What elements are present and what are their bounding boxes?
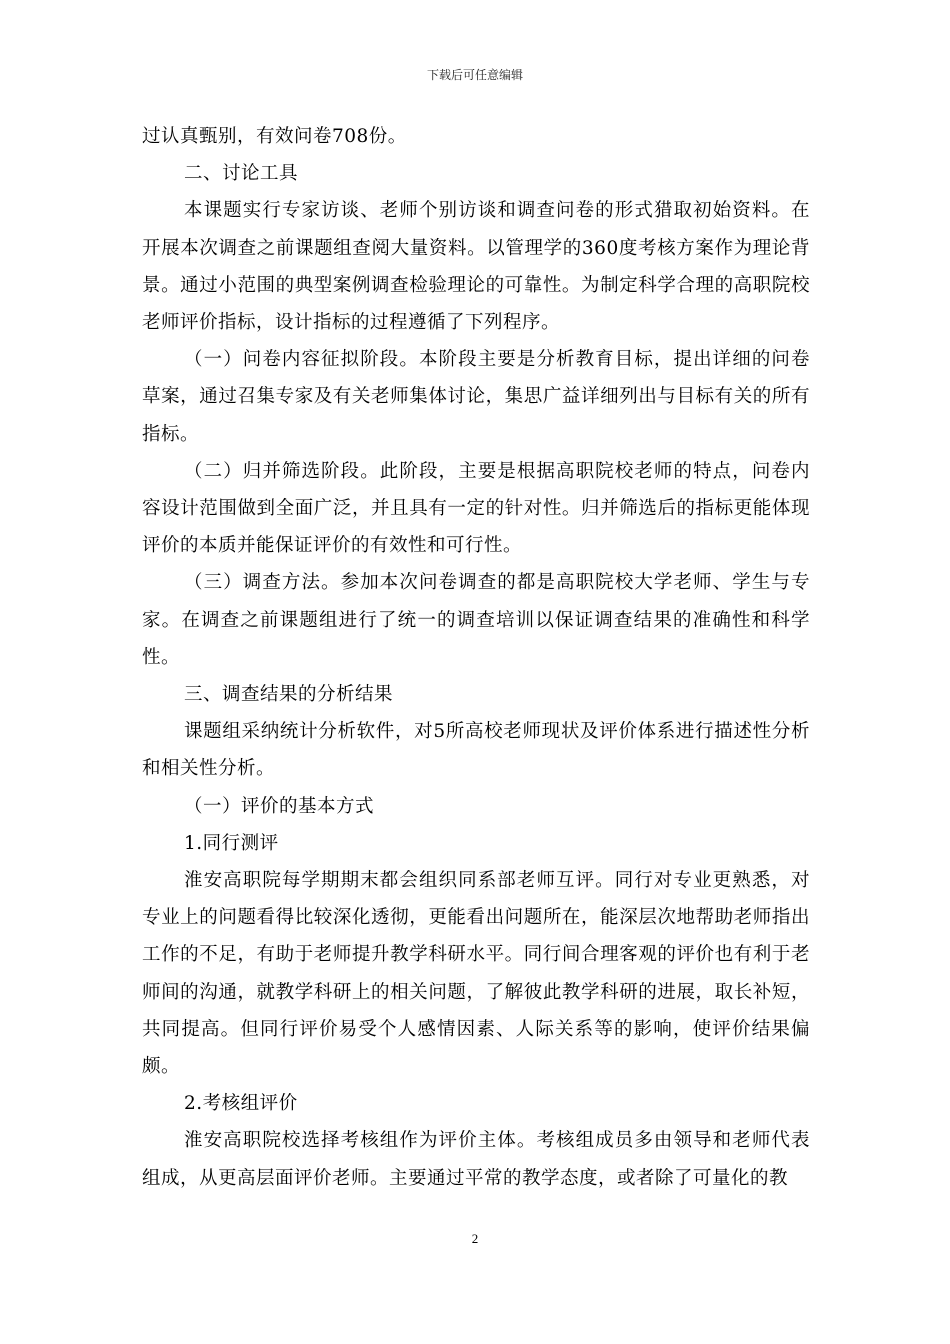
page-number: 2 bbox=[471, 1231, 479, 1246]
subsection-heading: 2.考核组评价 bbox=[184, 1093, 298, 1115]
paragraph: （一）问卷内容征拟阶段。本阶段主要是分析教育目标，提出详细的问卷草案，通过召集专家及有关老师集体讨论，集思广益详细列出与目标有关的所有指标。 bbox=[142, 349, 810, 445]
paragraph: （二）归并筛选阶段。此阶段，主要是根据高职院校老师的特点，问卷内容设计范围做到全面广泛，并且具有一定的针对性。归并筛选后的指标更能体现评价的本质并能保证评价的有效性和可行性。 bbox=[142, 460, 810, 557]
paragraph: 过认真甄别，有效问卷708份。 bbox=[142, 126, 407, 147]
section-heading: 三、调查结果的分析结果 bbox=[184, 684, 394, 706]
paragraph: （三）调查方法。参加本次问卷调查的都是高职院校大学老师、学生与专家。在调查之前课题组进行了统一的调查培训以保证调查结果的准确性和科学性。 bbox=[142, 572, 810, 668]
paragraph: 课题组采纳统计分析软件，对5所高校老师现状及评价体系进行描述性分析和相关性分析。 bbox=[142, 721, 810, 780]
paragraph: 淮安高职院校选择考核组作为评价主体。考核组成员多由领导和老师代表组成，从更高层面评价老师。主要通过平常的教学态度，或者除了可量化的教 bbox=[142, 1130, 810, 1189]
subsection-heading: 1.同行测评 bbox=[184, 832, 279, 854]
section-heading: 二、讨论工具 bbox=[184, 163, 299, 185]
page-header: 下载后可任意编辑 bbox=[426, 68, 523, 82]
document-body bbox=[142, 118, 810, 1197]
paragraph: 本课题实行专家访谈、老师个别访谈和调查问卷的形式猎取初始资料。在开展本次调查之前课题组查阅大量资料。以管理学的360度考核方案作为理论背景。通过小范围的典型案例调查检验理论的可靠性。为制定科学合理的高职院校老师评价指标，设计指标的过程遵循了下列程序。 bbox=[142, 200, 810, 334]
subsection-heading: （一）评价的基本方式 bbox=[184, 795, 375, 817]
paragraph: 淮安高职院每学期期末都会组织同系部老师互评。同行对专业更熟悉，对专业上的问题看得比较深化透彻，更能看出问题所在，能深层次地帮助老师指出工作的不足，有助于老师提升教学科研水平。同行间合理客观的评价也有利于老师间的沟通，就教学科研上的相关问题，了解彼此教学科研的进展，取长补短，共同提高。但同行评价易受个人感情因素、人际关系等的影响，使评价结果偏颇。 bbox=[142, 870, 810, 1078]
